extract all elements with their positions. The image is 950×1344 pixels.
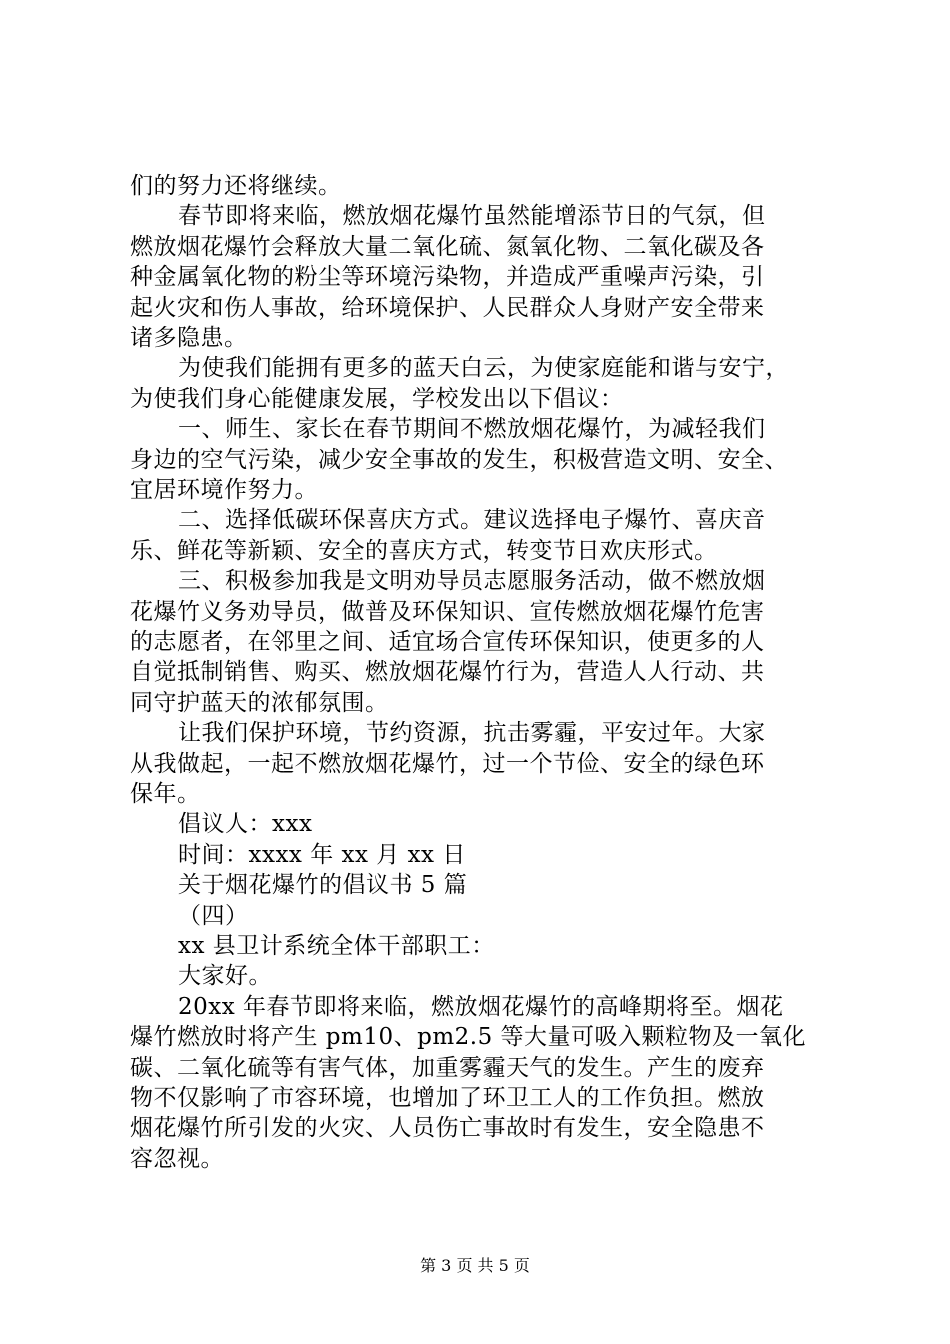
text-line: 同守护蓝天的浓郁氛围。: [130, 689, 389, 716]
text-line: 为使我们能拥有更多的蓝天白云，为使家庭能和谐与安宁，: [178, 355, 789, 382]
text-line: 二、选择低碳环保喜庆方式。建议选择电子爆竹、喜庆音: [178, 507, 766, 534]
text-line: 关于烟花爆竹的倡议书 5 篇: [178, 872, 468, 899]
text-line: 自觉抵制销售、购买、燃放烟花爆竹行为，营造人人行动、共: [130, 659, 765, 686]
text-line: 容忽视。: [130, 1145, 224, 1172]
text-line: 乐、鲜花等新颖、安全的喜庆方式，转变节日欢庆形式。: [130, 537, 718, 564]
text-line: 身边的空气污染，减少安全事故的发生，积极营造文明、安全、: [130, 446, 788, 473]
text-line: 时间：xxxx 年 xx 月 xx 日: [178, 841, 466, 868]
text-line: 们的努力还将继续。: [130, 173, 342, 199]
text-line: 起火灾和伤人事故，给环境保护、人民群众人身财产安全带来: [130, 294, 765, 321]
text-line: 一、师生、家长在春节期间不燃放烟花爆竹，为减轻我们: [178, 416, 766, 443]
text-line: 倡议人：xxx: [178, 811, 313, 838]
text-line: 的志愿者，在邻里之间、适宜场合宣传环保知识，使更多的人: [130, 629, 765, 655]
text-line: 让我们保护环境，节约资源，抗击雾霾，平安过年。大家: [178, 720, 766, 747]
text-line: 从我做起，一起不燃放烟花爆竹，过一个节俭、安全的绿色环: [130, 750, 765, 777]
text-line: 诸多隐患。: [130, 325, 248, 351]
text-line: 三、积极参加我是文明劝导员志愿服务活动，做不燃放烟: [178, 568, 766, 595]
text-line: 烟花爆竹所引发的火灾、人员伤亡事故时有发生，安全隐患不: [130, 1115, 765, 1142]
text-line: xx 县卫计系统全体干部职工：: [178, 933, 495, 959]
text-line: （四）: [178, 902, 249, 929]
page-footer: 第 3 页 共 5 页: [420, 1256, 530, 1275]
text-line: 为使我们身心能健康发展，学校发出以下倡议：: [130, 385, 624, 412]
text-line: 大家好。: [178, 963, 272, 990]
text-line: 碳、二氧化硫等有害气体，加重雾霾天气的发生。产生的废弃: [130, 1054, 765, 1081]
text-line: 宜居环境作努力。: [130, 477, 318, 503]
text-line: 花爆竹义务劝导员，做普及环保知识、宣传燃放烟花爆竹危害: [130, 598, 765, 625]
text-line: 保年。: [130, 781, 201, 807]
text-line: 20xx 年春节即将来临，燃放烟花爆竹的高峰期将至。烟花: [178, 993, 784, 1020]
text-line: 爆竹燃放时将产生 pm10、pm2.5 等大量可吸入颗粒物及一氧化: [130, 1024, 807, 1051]
text-line: 燃放烟花爆竹会释放大量二氧化硫、氮氧化物、二氧化碳及各: [130, 233, 765, 260]
text-line: 春节即将来临，燃放烟花爆竹虽然能增添节日的气氛，但: [178, 203, 766, 230]
text-line: 种金属氧化物的粉尘等环境污染物，并造成严重噪声污染，引: [130, 264, 765, 291]
text-line: 物不仅影响了市容环境，也增加了环卫工人的工作负担。燃放: [130, 1085, 765, 1111]
